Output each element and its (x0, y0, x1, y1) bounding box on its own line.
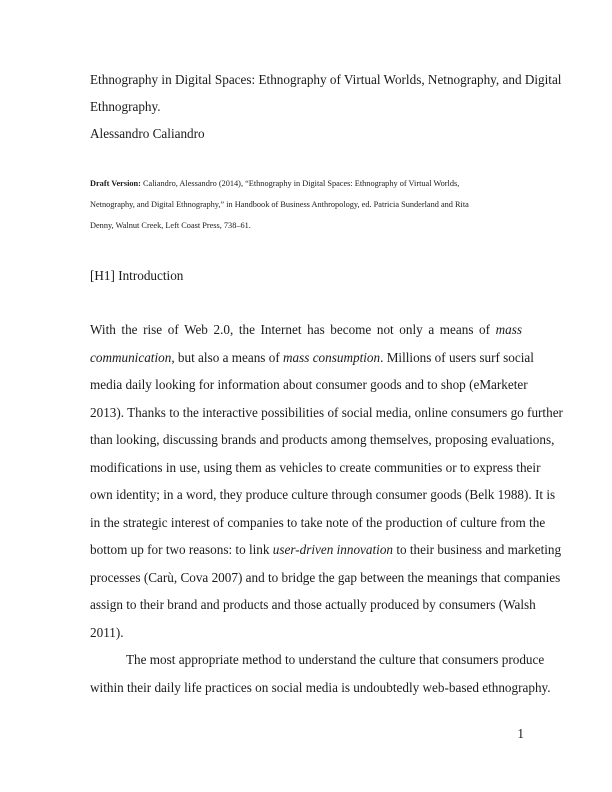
paragraph-1-line: assign to their brand and products and those actually produced by consumers (Walsh (90, 597, 536, 612)
paragraph-2-line: within their daily life practices on social media is undoubtedly web-based ethnography. (90, 679, 551, 695)
citation-line-3: Denny, Walnut Creek, Left Coast Press, 738–61. (90, 221, 251, 230)
paragraph-1-line (90, 316, 522, 344)
document-title-line-2: Ethnography. (90, 99, 161, 114)
paragraph-1-line: own identity; in a word, they produce culture through consumer goods (Belk 1988). It is (90, 487, 556, 502)
title-block (90, 66, 562, 147)
citation-line-1-text: Caliandro, Alessandro (2014), “Ethnography in Digital Spaces: Ethnography of Virtual Worlds, (140, 179, 460, 188)
paragraph-2-line: The most appropriate method to understand the culture that consumers produce (126, 652, 545, 667)
emphasis: mass consumption (283, 349, 381, 365)
paragraph-1-line: modifications in use, using them as vehicles to create communities or to express their (90, 459, 541, 475)
text-run: With the rise of Web 2.0, the Internet has become not only a means of (90, 322, 496, 337)
document-title-line-1: Ethnography in Digital Spaces: Ethnography of Virtual Worlds, Netnography, and Digital (90, 72, 562, 87)
text-run: to their business and marketing (393, 542, 562, 557)
paragraph-1-line: media daily looking for information about consumer goods and to shop (eMarketer (90, 377, 528, 392)
citation-line-2: Netnography, and Digital Ethnography,” in Handbook of Business Anthropology, ed. Patricia Sunderland and Rita (90, 200, 469, 209)
emphasis: mass (495, 322, 522, 337)
draft-citation (90, 173, 522, 236)
text-run: bottom up for two reasons: to link (90, 542, 273, 557)
paragraph-1-line (90, 344, 534, 372)
paragraph-1-line: processes (Carù, Cova 2007) and to bridge the gap between the meanings that companies (90, 569, 561, 585)
text-run: . Millions of users surf social (380, 349, 534, 365)
body-text (90, 316, 563, 701)
paragraph-1-line: 2013). Thanks to the interactive possibilities of social media, online consumers go further (90, 404, 563, 420)
citation-label: Draft Version: (90, 179, 141, 188)
page-number: 1 (517, 726, 524, 741)
paragraph-1-line (90, 536, 562, 564)
emphasis: user-driven innovation (272, 542, 394, 557)
paragraph-1-line: 2011). (90, 624, 124, 640)
author-name: Alessandro Caliandro (90, 126, 205, 141)
emphasis: communication (90, 349, 172, 365)
text-run: , but also a means of (171, 349, 284, 365)
paragraph-1-line: in the strategic interest of companies to take note of the production of culture from the (90, 514, 546, 530)
section-heading: [H1] Introduction (90, 268, 184, 283)
citation-line-1 (90, 173, 522, 194)
paragraph-1-line: than looking, discussing brands and products among themselves, proposing evaluations, (90, 432, 555, 447)
